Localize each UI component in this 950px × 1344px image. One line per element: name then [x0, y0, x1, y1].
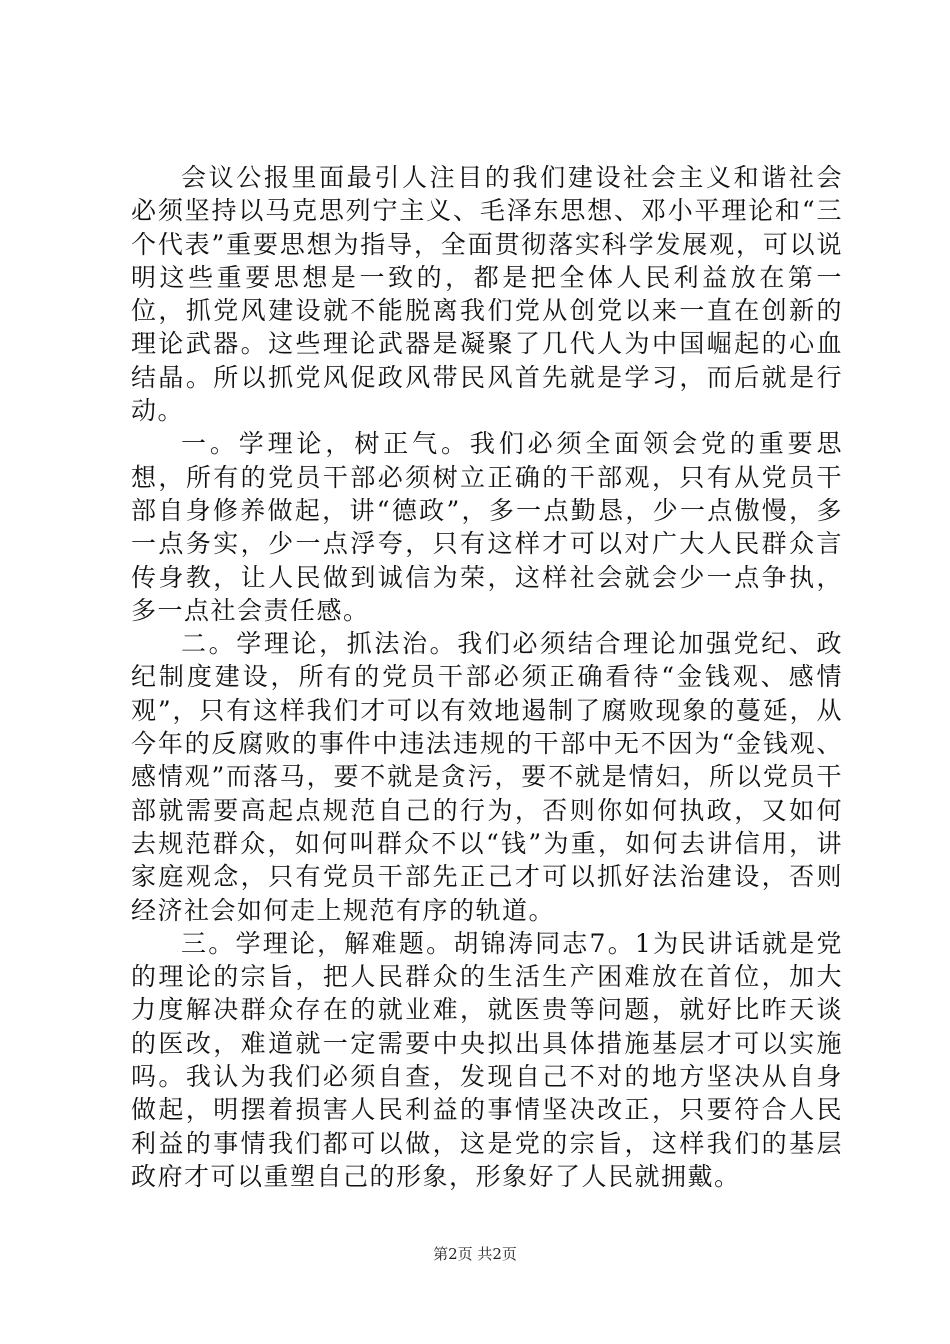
paragraph-section-1: 一。学理论，树正气。我们必须全面领会党的重要思想，所有的党员干部必须树立正确的干部观，只有从党员干部自身修养做起，讲“德政”，多一点勤恳，少一点傲慢，多一点务实，少一点浮夸，只有这样才可以对广大人民群众言传身教，让人民做到诚信为荣，这样社会就会少一点争执，多一点社会责任感。: [131, 429, 843, 625]
paragraph-section-3: 三。学理论，解难题。胡锦涛同志7。1为民讲话就是党的理论的宗旨，把人民群众的生活生产困难放在首位，加大力度解决群众存在的就业难，就医贵等问题，就好比昨天谈的医改，难道就一定需要中央拟出具体措施基层才可以实施吗。我认为我们必须自查，发现自己不对的地方坚决从自身做起，明摆着损害人民利益的事情坚决改正，只要符合人民利益的事情我们都可以做，这是党的宗旨，这样我们的基层政府才可以重塑自己的形象，形象好了人民就拥戴。: [131, 928, 843, 1191]
document-body: [131, 161, 843, 1193]
paragraph-intro: 会议公报里面最引人注目的我们建设社会主义和谐社会必须坚持以马克思列宁主义、毛泽东思想、邓小平理论和“三个代表”重要思想为指导，全面贯彻落实科学发展观，可以说明这些重要思想是一致的，都是把全体人民利益放在第一位，抓党风建设就不能脱离我们党从创党以来一直在创新的理论武器。这些理论武器是凝聚了几代人为中国崛起的心血结晶。所以抓党风促政风带民风首先就是学习，而后就是行动。: [131, 163, 843, 426]
page-number-footer: 第2页 共2页: [433, 1245, 517, 1263]
paragraph-section-2: 二。学理论，抓法治。我们必须结合理论加强党纪、政纪制度建设，所有的党员干部必须正确看待“金钱观、感情观”，只有这样我们才可以有效地遏制了腐败现象的蔓延，从今年的反腐败的事件中违法违规的干部中无不因为“金钱观、感情观”而落马，要不就是贪污，要不就是情妇，所以党员干部就需要高起点规范自己的行为，否则你如何执政，又如何去规范群众，如何叫群众不以“钱”为重，如何去讲信用，讲家庭观念，只有党员干部先正己才可以抓好法治建设，否则经济社会如何走上规范有序的轨道。: [131, 629, 843, 925]
